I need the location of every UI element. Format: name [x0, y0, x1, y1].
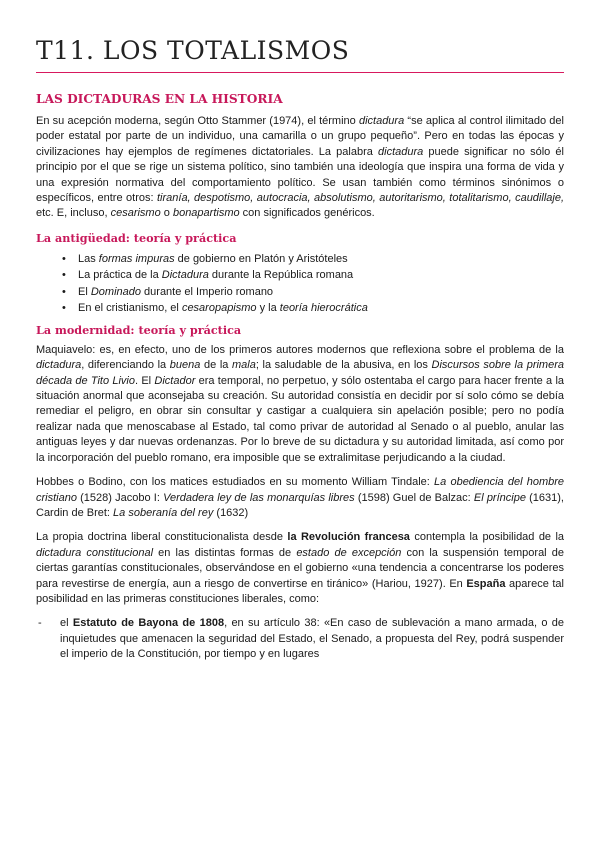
document-body	[36, 92, 564, 663]
maquiavelo-paragraph: Maquiavelo: es, en efecto, uno de los primeros autores modernos que reflexiona sobre el problema de la dictadura, diferenciando la buena de la mala; la saludable de la abusiva, en los Discursos sobre la primera década de Tito Livio. El Dictador era temporal, no perpetuo, y sólo ostentaba el cargo para hacer frente a la situación anormal que aconsejaba su creación. Su autoridad consistía en decidir por sí solo cómo se debía remediar el peligro, en obrar sin consultar y castigar a cualquiera sin apelación posible; pero no podía realizar nada que menoscabase al Estado, tal como privar de autoridad al Senado o al pueblo, anular las antiguas leyes y dar nuevas ordenanzas. Por lo breve de su dictadura y su autoridad limitada, así como por la incorporación del pueblo romano, era imposible que se extralimitase perjudicando a la ciudad.	[36, 343, 565, 464]
title-divider	[36, 72, 564, 73]
subheading-antiguedad: La antigüedad: teoría y práctica	[36, 230, 237, 245]
page-title: T11. LOS TOTALISMOS	[36, 36, 350, 65]
list-item: • El Dominado durante el Imperio romano	[78, 284, 564, 301]
subheading-modernidad: La modernidad: teoría y práctica	[36, 322, 242, 337]
list-item: • En el cristianismo, el cesaropapismo y la teoría hierocrática	[78, 300, 564, 317]
list-item: • La práctica de la Dictadura durante la República romana	[78, 267, 564, 284]
list-item: - el Estatuto de Bayona de 1808, en su artículo 38: «En caso de sublevación a mano armada, o de inquietudes que amenacen la seguridad del Estado, el Senado, a propuesta del Rey, podrá suspender el imperio de la Constitución, por tiempo y en lugares	[60, 616, 564, 662]
antiguedad-list	[36, 251, 564, 317]
liberal-doctrine-paragraph: La propia doctrina liberal constitucionalista desde la Revolución francesa contempla la posibilidad de la dictadura constitucional en las distintas formas de estado de excepción con la suspensión temporal de ciertas garantías constitucionales, observándose en el gobierno «una tendencia a concentrarse los poderes para revestirse de energía, aun a riesgo de convertirse en tiránico» (Hariou, 1927). En España aparece tal posibilidad en las primeras constituciones liberales, como:	[36, 531, 565, 605]
section-heading: LAS DICTADURAS EN LA HISTORIA	[36, 92, 283, 106]
intro-paragraph: En su acepción moderna, según Otto Stammer (1974), el término dictadura “se aplica al control ilimitado del poder estatal por parte de un individuo, una camarilla o un grupo pequeño”. Pero en todas las épocas y civilizaciones hay ejemplos de regímenes dictatoriales. La palabra dictadura puede significar no sólo él principio por el que se rige un sistema político, sino también una ideología que inspira una forma de vida y una expresión normativa del comportamiento político. Se usan también como términos sinónimos o específicos, entre otros: tiranía, despotismo, autocracia, absolutismo, autoritarismo, totalitarismo, caudillaje, etc. E, incluso, cesarismo o bonapartismo con significados genéricos.	[36, 115, 564, 220]
list-item: • Las formas impuras de gobierno en Platón y Aristóteles	[78, 251, 564, 268]
hobbes-paragraph: Hobbes o Bodino, con los matices estudiados en su momento William Tindale: La obediencia del hombre cristiano (1528) Jacobo I: Verdadera ley de las monarquías libres (1598) Guel de Balzac: El príncipe (1631), Cardin de Bret: La soberanía del rey (1632)	[36, 476, 565, 519]
constitutions-list	[36, 616, 564, 662]
